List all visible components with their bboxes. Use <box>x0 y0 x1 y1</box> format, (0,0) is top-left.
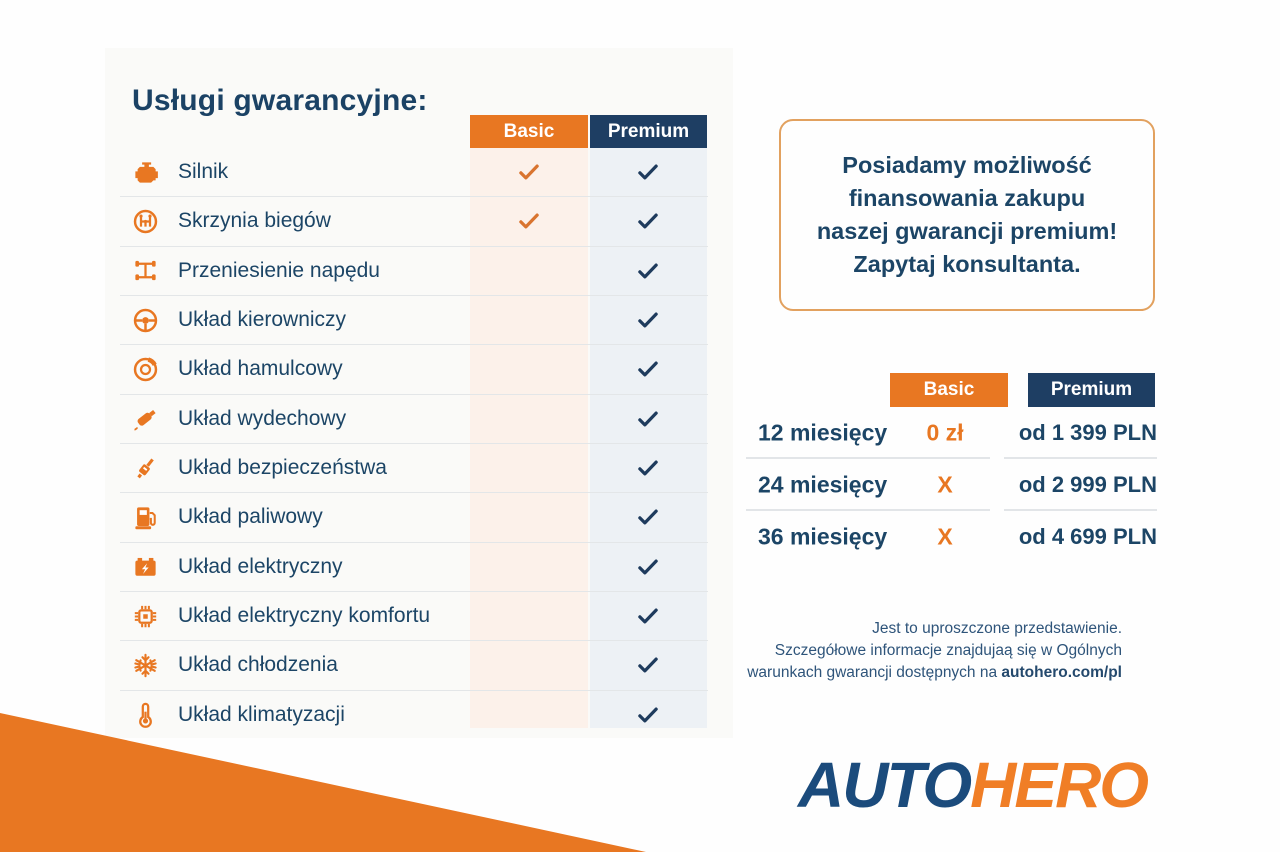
finance-note-box <box>779 119 1155 311</box>
table-row <box>120 543 708 592</box>
row-label: Układ hamulcowy <box>178 357 343 381</box>
row-label: Układ wydechowy <box>178 406 347 430</box>
disclaimer-line: warunkach gwarancji dostępnych na autohero.com/pl <box>747 664 1122 681</box>
pricing-premium-value: od 4 699 PLN <box>1018 524 1157 549</box>
finance-note-line: Posiadamy możliwość <box>842 152 1092 178</box>
row-label: Układ elektryczny <box>178 554 343 578</box>
seatbelt-icon <box>132 455 159 482</box>
pricing-row <box>746 511 1157 563</box>
warranty-column-header-basic: Basic <box>470 115 588 148</box>
fuel-pump-icon <box>132 504 159 531</box>
table-row <box>120 148 708 197</box>
table-row <box>120 296 708 345</box>
drivetrain-icon <box>132 257 159 284</box>
brake-disc-icon <box>132 356 159 383</box>
pricing-basic-value: X <box>937 471 953 498</box>
table-row <box>120 592 708 641</box>
premium-check-icon <box>635 307 661 333</box>
premium-check-icon <box>635 208 661 234</box>
pricing-column-header-premium: Premium <box>1028 373 1155 407</box>
row-label: Układ kierowniczy <box>178 308 347 332</box>
page-title: Usługi gwarancyjne: <box>132 84 428 118</box>
battery-icon <box>132 553 159 580</box>
row-label: Układ klimatyzacji <box>178 702 345 726</box>
finance-note-line: finansowania zakupu <box>848 185 1086 211</box>
pricing-period: 36 miesięcy <box>758 523 888 550</box>
table-row <box>120 444 708 493</box>
exhaust-icon <box>132 405 159 432</box>
premium-check-icon <box>635 702 661 728</box>
row-label: Przeniesienie napędu <box>178 258 380 282</box>
row-label: Skrzynia biegów <box>178 209 331 233</box>
finance-note-line: naszej gwarancji premium! <box>816 218 1118 244</box>
row-label: Układ bezpieczeństwa <box>178 456 387 480</box>
table-row <box>120 197 708 246</box>
pricing-basic-value: 0 zł <box>926 419 964 446</box>
premium-check-icon <box>635 406 661 432</box>
disclaimer <box>652 618 1122 684</box>
row-label: Układ paliwowy <box>178 505 323 529</box>
table-row <box>120 395 708 444</box>
autohero-logo <box>798 748 1147 822</box>
disclaimer-line: Jest to uproszczone przedstawienie. <box>872 620 1122 637</box>
table-row <box>120 691 708 739</box>
basic-check-icon <box>516 208 542 234</box>
logo-auto-text: AUTO <box>798 749 971 821</box>
autohero-url: autohero.com/pl <box>1001 664 1122 681</box>
row-label: Układ chłodzenia <box>178 653 338 677</box>
table-row <box>120 247 708 296</box>
logo-hero-text: HERO <box>970 749 1148 821</box>
pricing-column-header-basic: Basic <box>890 373 1008 407</box>
table-row <box>120 345 708 394</box>
basic-check-icon <box>516 159 542 185</box>
disclaimer-line: Szczegółowe informacje znajdujaą się w Ogólnych <box>774 642 1122 659</box>
gearbox-icon <box>132 208 159 235</box>
pricing-basic-value: X <box>937 523 953 550</box>
table-row <box>120 641 708 690</box>
engine-icon <box>132 159 159 186</box>
row-label: Układ elektryczny komfortu <box>178 604 431 628</box>
warranty-column-header-premium: Premium <box>590 115 707 148</box>
pricing-premium-value: od 2 999 PLN <box>1018 472 1157 497</box>
finance-note-line: Zapytaj konsultanta. <box>853 251 1081 277</box>
premium-check-icon <box>635 554 661 580</box>
premium-check-icon <box>635 504 661 530</box>
thermometer-icon <box>132 701 159 728</box>
pricing-period: 24 miesięcy <box>758 471 888 498</box>
pricing-row <box>746 459 1157 511</box>
pricing-row <box>746 407 1157 459</box>
premium-check-icon <box>635 356 661 382</box>
premium-check-icon <box>635 455 661 481</box>
pricing-premium-value: od 1 399 PLN <box>1018 420 1157 445</box>
snowflake-icon <box>132 652 159 679</box>
pricing-period: 12 miesięcy <box>758 419 888 446</box>
premium-check-icon <box>635 258 661 284</box>
warranty-table <box>120 148 708 739</box>
chip-icon <box>132 603 159 630</box>
table-row <box>120 493 708 542</box>
steering-wheel-icon <box>132 307 159 334</box>
row-label: Silnik <box>178 160 229 184</box>
pricing-table <box>746 407 1157 563</box>
premium-check-icon <box>635 159 661 185</box>
